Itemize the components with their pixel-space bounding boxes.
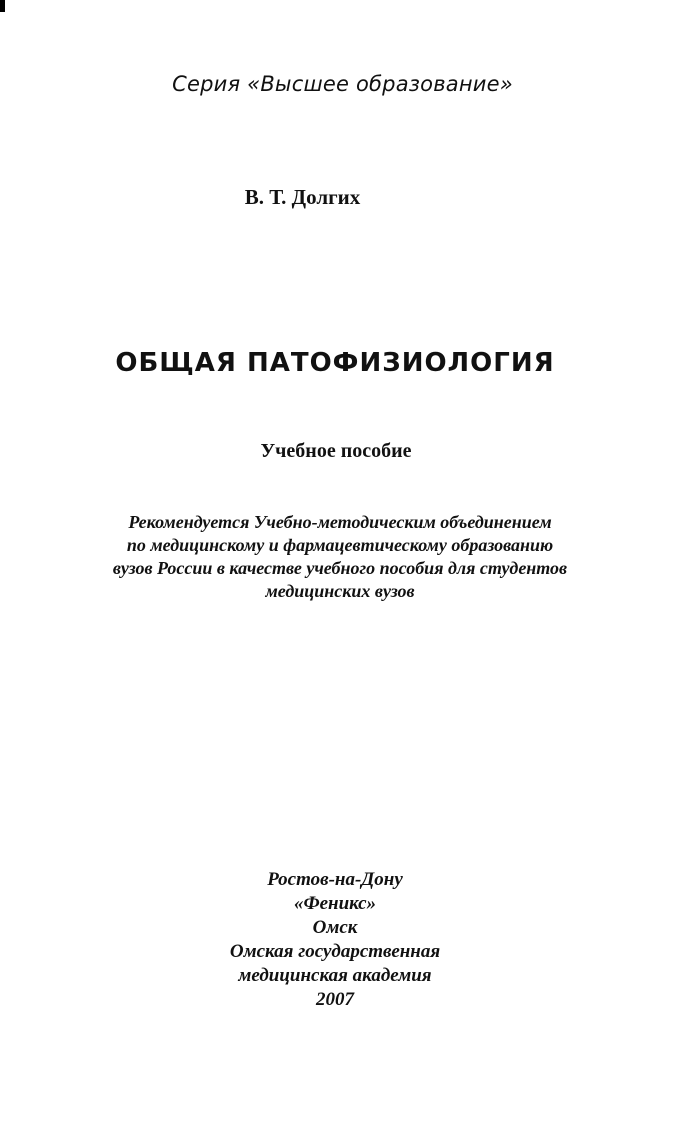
recommendation-line: Рекомендуется Учебно-методическим объединением [128, 512, 552, 532]
imprint-city: Ростов-на-Дону [267, 869, 403, 890]
imprint-city: Омск [312, 917, 358, 938]
series-name: Серия «Высшее образование» [172, 72, 513, 96]
recommendation-block [0, 511, 680, 603]
recommendation-line: по медицинскому и фармацевтическому образованию [126, 535, 554, 555]
recommendation-line: медицинских вузов [265, 581, 415, 601]
author-name: В. Т. Долгих [244, 185, 361, 209]
imprint-copublisher: Омская государственная [229, 941, 441, 962]
book-subtitle: Учебное пособие [260, 440, 412, 462]
imprint-copublisher: медицинская академия [238, 965, 432, 986]
imprint-publisher: «Феникс» [293, 893, 377, 914]
imprint-block [0, 868, 670, 1012]
book-title: ОБЩАЯ ПАТОФИЗИОЛОГИЯ [115, 348, 555, 378]
imprint-year: 2007 [316, 989, 354, 1010]
scan-corner-mark [0, 0, 5, 12]
recommendation-line: вузов России в качестве учебного пособия для студентов [112, 558, 568, 578]
